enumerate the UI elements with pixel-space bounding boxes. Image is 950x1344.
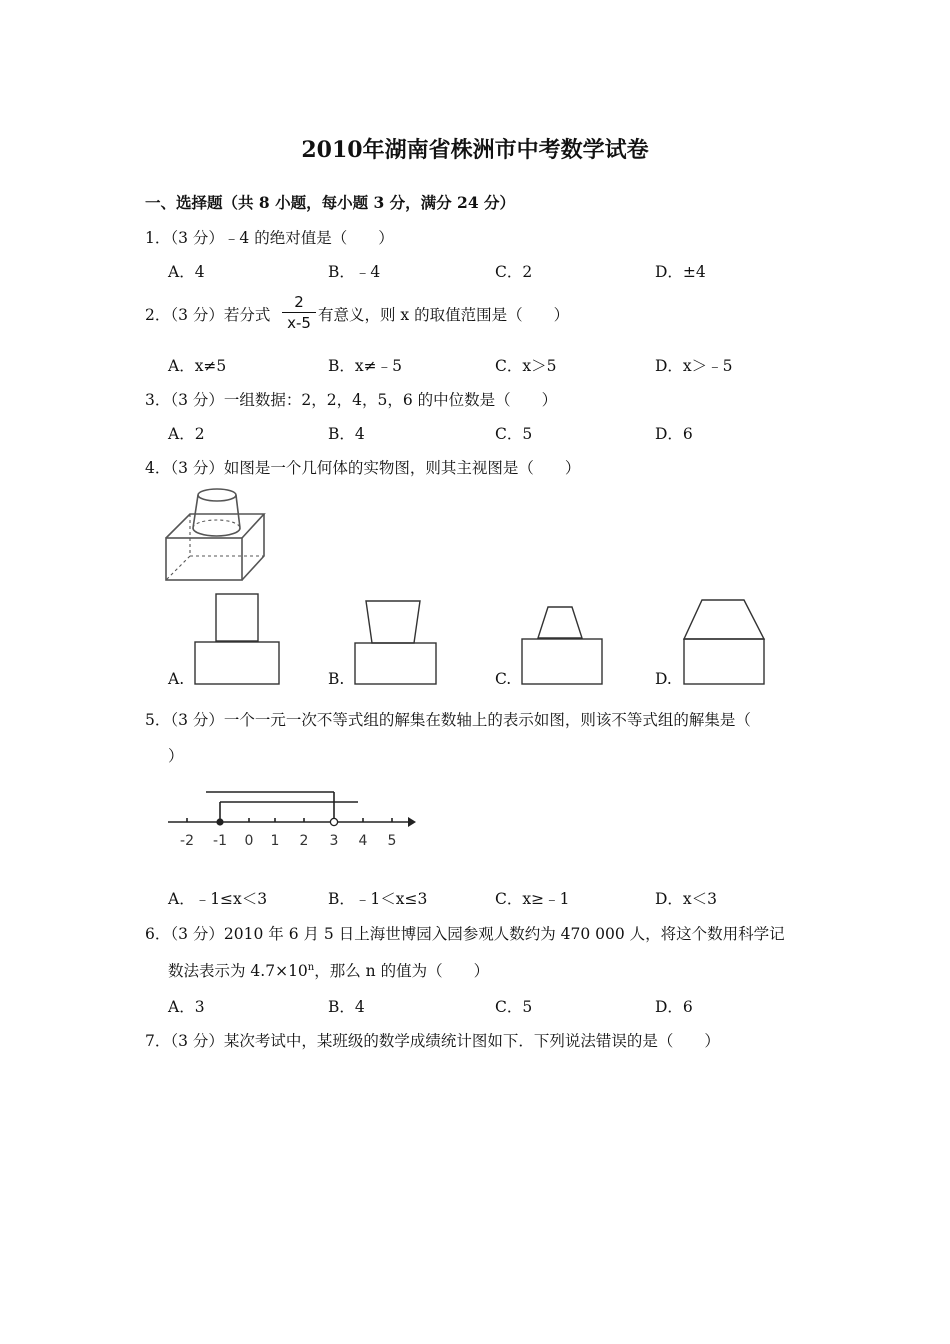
q5-axis-label: 2 (299, 833, 309, 849)
q6-option-c: C．5 (495, 998, 533, 1016)
q5-axis-label: -2 (180, 833, 194, 849)
q5-axis-label: 4 (358, 833, 368, 849)
q5-option-d: D．x＜3 (655, 890, 718, 908)
q5-axis-label: 0 (244, 833, 254, 849)
q6-stem-line2 (168, 959, 489, 981)
q2-fraction-numerator: 2 (294, 293, 304, 311)
q6-exponent: n (307, 961, 315, 973)
q4-option-b: B. (328, 670, 345, 688)
q2-fraction (282, 293, 316, 332)
q2-option-d: D．x＞﹣5 (655, 357, 733, 375)
q5-number-line (160, 780, 430, 855)
q1-option-b: B．﹣4 (328, 263, 381, 281)
q3-option-b: B．4 (328, 425, 365, 443)
q6-stem-line2-end: ，那么 n 的值为（ ） (314, 962, 490, 980)
q5-option-b: B．﹣1＜x≤3 (328, 890, 428, 908)
q4-option-a: A. (168, 670, 185, 688)
q4-option-d: D. (655, 670, 672, 688)
q2-stem-end: 有意义，则 x 的取值范围是（ ） (318, 306, 570, 324)
q4-option-c: C. (495, 670, 512, 688)
q5-closed-dot (216, 818, 223, 825)
section-heading: 一、选择题（共 8 小题，每小题 3 分，满分 24 分） (145, 193, 516, 212)
q1-option-c: C．2 (495, 263, 533, 281)
q4-solid-figure (160, 482, 270, 584)
q4-figure-c (518, 592, 608, 688)
q3-stem: 3．（3 分）一组数据：2，2，4，5，6 的中位数是（ ） (145, 391, 558, 409)
q2-option-c: C．x＞5 (495, 357, 557, 375)
q5-axis-label: -1 (213, 833, 227, 849)
q5-axis-label: 5 (387, 833, 397, 849)
q4-stem: 4．（3 分）如图是一个几何体的实物图，则其主视图是（ ） (145, 459, 581, 477)
q3-option-a: A．2 (168, 425, 205, 443)
q7-stem: 7．（3 分）某次考试中，某班级的数学成绩统计图如下．下列说法错误的是（ ） (145, 1032, 720, 1050)
q2-fraction-denominator: x-5 (287, 314, 311, 332)
q5-axis-label: 1 (270, 833, 280, 849)
page-title: 2010年湖南省株洲市中考数学试卷 (301, 137, 649, 163)
q1-stem: 1．（3 分）﹣4 的绝对值是（ ） (145, 229, 394, 247)
q4-figure-a (190, 592, 284, 688)
q5-option-a: A．﹣1≤x＜3 (168, 890, 268, 908)
q1-option-a: A．4 (168, 263, 205, 281)
q3-option-d: D．6 (655, 425, 693, 443)
q6-option-b: B．4 (328, 998, 365, 1016)
q4-figure-d (680, 592, 770, 688)
q5-stem-line2: ） (168, 747, 184, 765)
q2-stem-start: 2．（3 分）若分式 (145, 306, 271, 324)
q5-option-c: C．x≥﹣1 (495, 890, 570, 908)
q2-option-b: B．x≠﹣5 (328, 357, 402, 375)
q5-stem-line1: 5．（3 分）一个一元一次不等式组的解集在数轴上的表示如图，则该不等式组的解集是（ (145, 711, 751, 729)
q6-stem-line2-start: 数法表示为 4.7×10 (168, 962, 308, 980)
q2-option-a: A．x≠5 (168, 357, 227, 375)
q6-option-a: A．3 (168, 998, 205, 1016)
q4-figure-b (352, 592, 442, 688)
q1-option-d: D．±4 (655, 263, 706, 281)
q6-option-d: D．6 (655, 998, 693, 1016)
q6-stem-line1: 6．（3 分）2010 年 6 月 5 日上海世博园入园参观人数约为 470 000 人，将这个数用科学记 (145, 925, 785, 943)
q5-axis-label: 3 (329, 833, 339, 849)
q2-fraction-bar (282, 312, 316, 313)
q3-option-c: C．5 (495, 425, 533, 443)
q5-open-dot (330, 818, 337, 825)
